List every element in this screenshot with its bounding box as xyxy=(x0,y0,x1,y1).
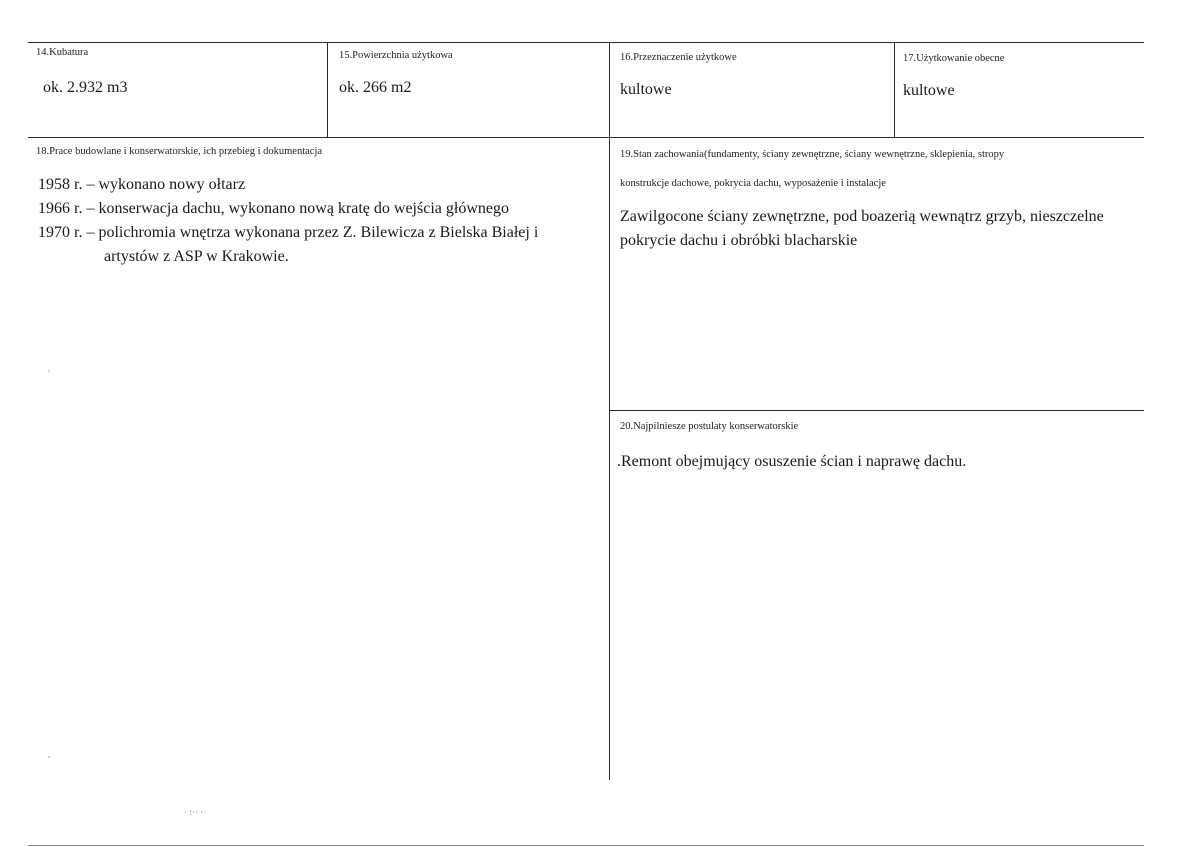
field-19-value xyxy=(620,205,1104,253)
col-divider-14-15 xyxy=(327,42,328,137)
field-15-value: ok. 266 m2 xyxy=(339,79,412,96)
field-18-entries xyxy=(38,173,538,269)
field-19-value-line-2: pokrycie dachu i obróbki blacharskie xyxy=(620,232,858,249)
field-16-label: 16.Przeznaczenie użytkowe xyxy=(620,52,737,63)
scan-speck: , xyxy=(48,363,51,373)
field-16-value: kultowe xyxy=(620,81,672,98)
section-19-20-divider-line xyxy=(609,410,1144,411)
scan-speck: , xyxy=(48,749,51,759)
field-18-label: 18.Prace budowlane i konserwatorskie, ich przebieg i dokumentacja xyxy=(36,146,323,157)
field-17-label: 17.Użytkowanie obecne xyxy=(903,53,1005,64)
field-20-label: 20.Najpilniesze postulaty konserwatorskie xyxy=(620,421,799,432)
field-14-value: ok. 2.932 m3 xyxy=(43,79,128,96)
row-divider-line xyxy=(28,137,1144,138)
field-15-label: 15.Powierzchnia użytkowa xyxy=(339,50,453,61)
top-border-line xyxy=(28,42,1144,43)
scan-speck: · :·· · xyxy=(184,807,203,817)
field-18-entry: 1966 r. – konserwacja dachu, wykonano nową kratę do wejścia głównego xyxy=(38,200,509,217)
field-18-entry-continuation: artystów z ASP w Krakowie. xyxy=(104,248,289,265)
field-14-label: 14.Kubatura xyxy=(36,47,89,58)
field-19-label-line-2: konstrukcje dachowe, pokrycia dachu, wyposażenie i instalacje xyxy=(620,178,886,189)
field-18-entry: 1958 r. – wykonano nowy ołtarz xyxy=(38,176,246,193)
field-19-value-line-1: Zawilgocone ściany zewnętrzne, pod boazerią wewnątrz grzyb, nieszczelne xyxy=(620,208,1104,225)
field-19-label-line-1: 19.Stan zachowania(fundamenty, ściany zewnętrzne, ściany wewnętrzne, sklepienia, stropy xyxy=(620,149,1005,160)
field-20-value: .Remont obejmujący osuszenie ścian i naprawę dachu. xyxy=(617,453,967,470)
col-divider-16-17 xyxy=(894,42,895,137)
bottom-border-line xyxy=(28,845,1144,846)
col-divider-center xyxy=(609,42,610,780)
field-18-entry: 1970 r. – polichromia wnętrza wykonana przez Z. Bilewicza z Bielska Białej i xyxy=(38,224,539,241)
field-17-value: kultowe xyxy=(903,82,955,99)
